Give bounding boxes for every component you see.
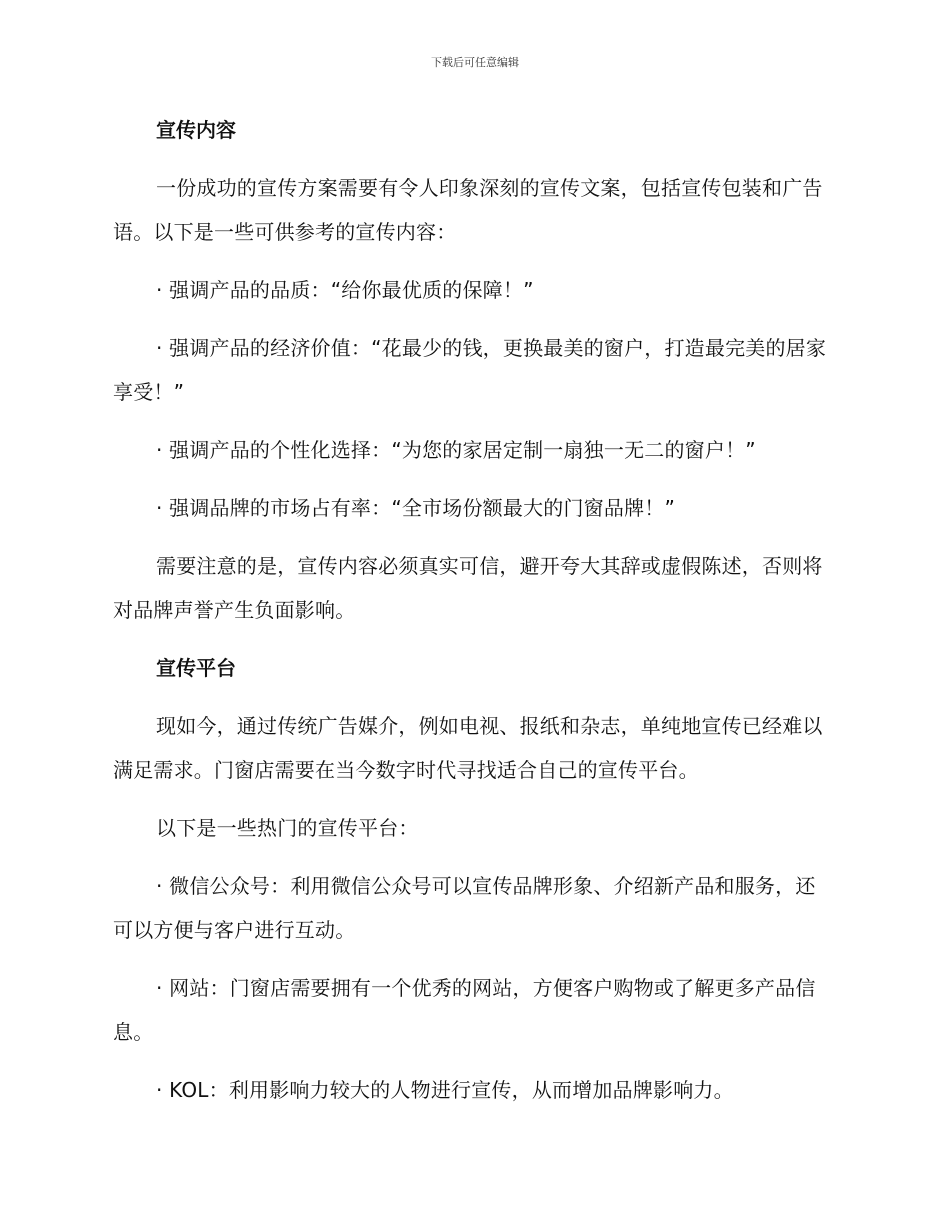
bullet-website: · 网站：门窗店需要拥有一个优秀的网站，方便客户购物或了解更多产品信息。 bbox=[113, 976, 816, 1044]
page-header-note: 下载后可任意编辑 bbox=[431, 56, 519, 69]
section-note-content: 需要注意的是，宣传内容必须真实可信，避开夸大其辞或虚假陈述，否则将对品牌声誉产生负面影响。 bbox=[113, 554, 823, 622]
bullet-economic-value: · 强调产品的经济价值：“花最少的钱，更换最美的窗户，打造最完美的居家享受！” bbox=[113, 336, 827, 404]
document-body bbox=[113, 108, 833, 1126]
bullet-market-share: · 强调品牌的市场占有率：“全市场份额最大的门窗品牌！” bbox=[156, 496, 676, 520]
bullet-kol: · KOL：利用影响力较大的人物进行宣传，从而增加品牌影响力。 bbox=[156, 1078, 734, 1102]
bullet-quality: · 强调产品的品质：“给你最优质的保障！” bbox=[156, 278, 534, 302]
section-heading-platform: 宣传平台 bbox=[156, 656, 236, 680]
section-heading-content: 宣传内容 bbox=[156, 118, 236, 142]
section-lead-platform: 以下是一些热门的宣传平台： bbox=[156, 816, 419, 840]
section-intro-content: 一份成功的宣传方案需要有令人印象深刻的宣传文案，包括宣传包装和广告语。以下是一些可供参考的宣传内容： bbox=[113, 176, 823, 244]
bullet-personalization: · 强调产品的个性化选择：“为您的家居定制一扇独一无二的窗户！” bbox=[156, 438, 756, 462]
bullet-wechat: · 微信公众号：利用微信公众号可以宣传品牌形象、介绍新产品和服务，还可以方便与客户进行互动。 bbox=[113, 874, 816, 942]
section-intro-platform: 现如今，通过传统广告媒介，例如电视、报纸和杂志，单纯地宣传已经难以满足需求。门窗店需要在当今数字时代寻找适合自己的宣传平台。 bbox=[113, 714, 823, 782]
